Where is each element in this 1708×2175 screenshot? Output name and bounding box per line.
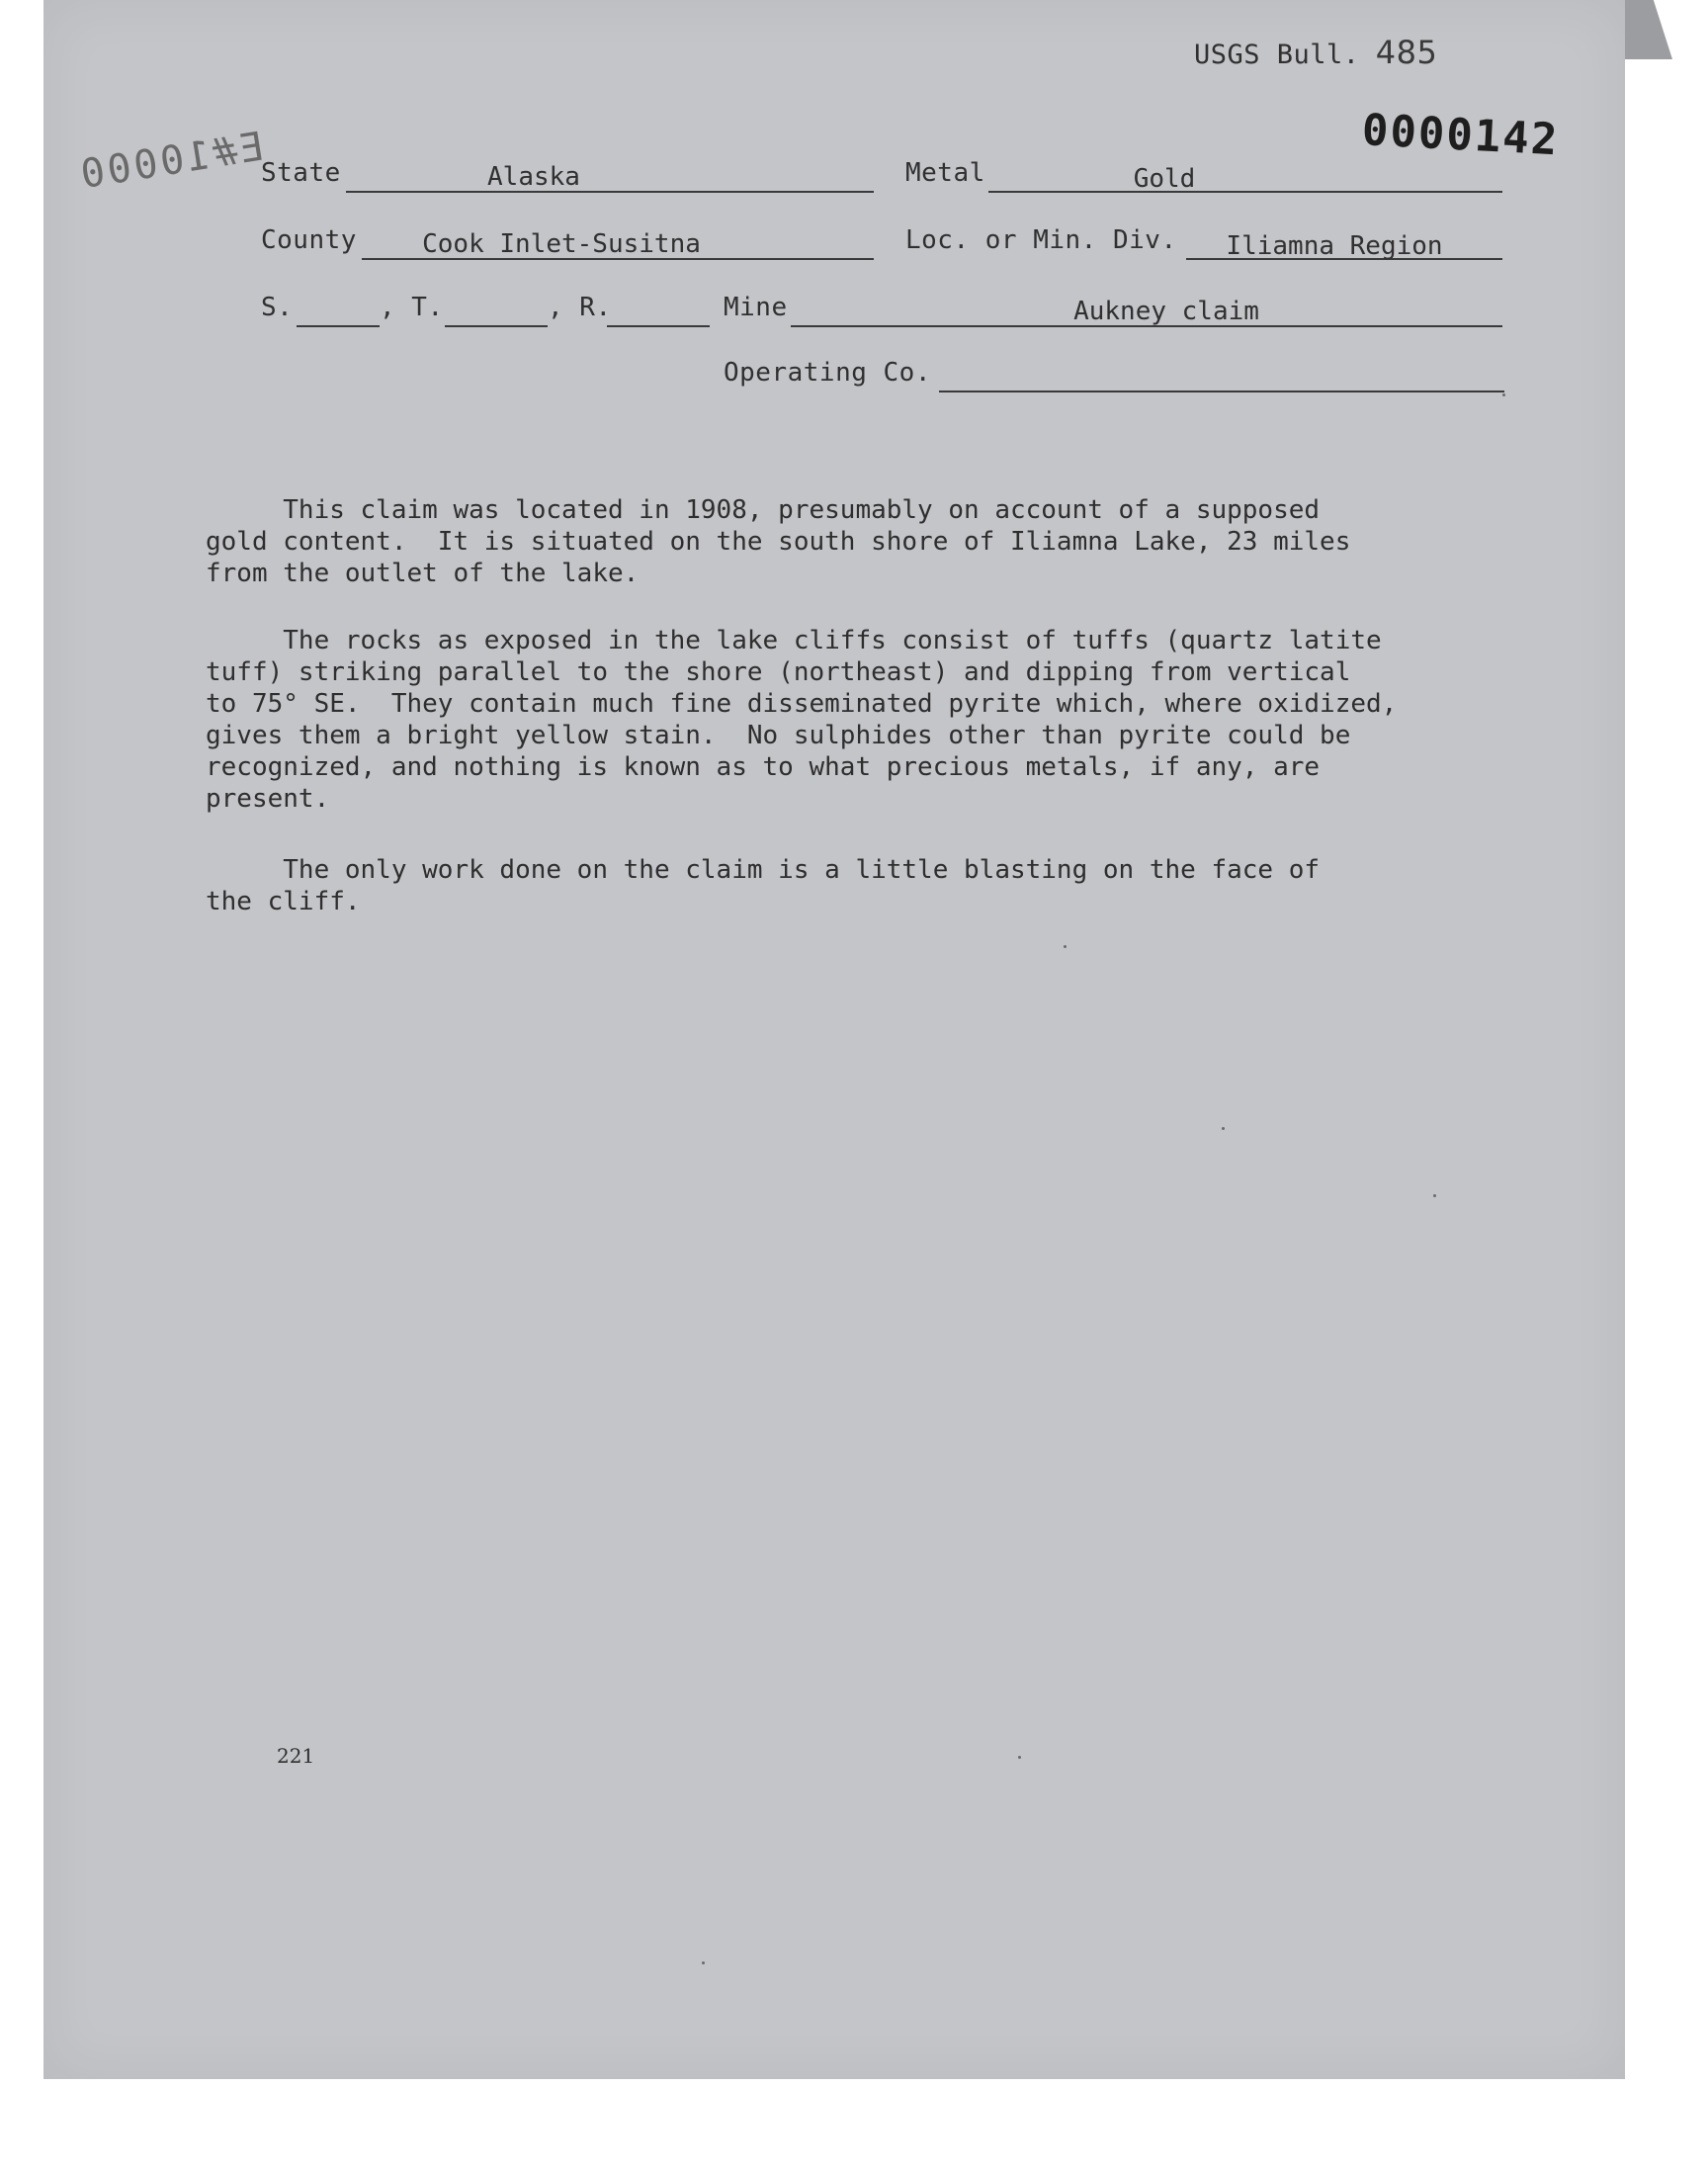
paper-speck bbox=[1018, 1756, 1021, 1759]
paper-speck bbox=[1502, 393, 1505, 396]
paragraph-1-line: gold content. It is situated on the south shore of Iliamna Lake, 23 miles bbox=[206, 527, 1351, 557]
paragraph-location bbox=[206, 494, 1491, 589]
metal-value: Gold bbox=[1133, 164, 1196, 194]
operating-company-underline bbox=[939, 391, 1504, 392]
state-label: State bbox=[261, 158, 341, 188]
paragraph-2-line: tuff) striking parallel to the shore (northeast) and dipping from vertical bbox=[206, 657, 1351, 687]
paragraph-work-done bbox=[206, 854, 1491, 917]
paragraph-2-line: present. bbox=[206, 784, 330, 814]
paper-speck bbox=[1222, 1127, 1225, 1130]
paragraph-3-line: The only work done on the claim is a little blasting on the face of bbox=[206, 855, 1321, 885]
bulletin-ref-text: USGS Bull. bbox=[1194, 40, 1360, 70]
range-label: , R. bbox=[548, 293, 612, 322]
location-value: Iliamna Region bbox=[1226, 231, 1443, 261]
paper-speck bbox=[1433, 1194, 1436, 1197]
folded-corner bbox=[1625, 0, 1672, 59]
paragraph-geology bbox=[206, 625, 1491, 815]
paragraph-2-line: gives them a bright yellow stain. No sulphides other than pyrite could be bbox=[206, 721, 1351, 750]
mine-label: Mine bbox=[724, 293, 788, 322]
paragraph-3-line: the cliff. bbox=[206, 887, 361, 916]
township-label: , T. bbox=[380, 293, 444, 322]
paragraph-1-line: from the outlet of the lake. bbox=[206, 559, 640, 588]
paragraph-1-line: This claim was located in 1908, presumably on account of a supposed bbox=[206, 495, 1321, 525]
township-underline bbox=[445, 325, 548, 327]
paper-speck bbox=[702, 1961, 705, 1964]
section-label: S. bbox=[261, 293, 294, 322]
section-underline bbox=[297, 325, 380, 327]
range-underline bbox=[607, 325, 710, 327]
bulletin-reference bbox=[1194, 34, 1437, 71]
paper-speck bbox=[1064, 945, 1067, 948]
mine-value: Aukney claim bbox=[1073, 297, 1259, 326]
location-label: Loc. or Min. Div. bbox=[905, 225, 1177, 255]
county-value: Cook Inlet-Susitna bbox=[422, 229, 701, 259]
paragraph-2-line: to 75° SE. They contain much fine disseminated pyrite which, where oxidized, bbox=[206, 689, 1398, 719]
metal-label: Metal bbox=[905, 158, 985, 188]
page-number: 221 bbox=[277, 1744, 315, 1768]
record-number-stamp: 0000142 bbox=[1360, 105, 1561, 166]
paragraph-2-line: recognized, and nothing is known as to what precious metals, if any, are bbox=[206, 752, 1321, 782]
paragraph-2-line: The rocks as exposed in the lake cliffs consist of tuffs (quartz latite bbox=[206, 626, 1382, 655]
county-label: County bbox=[261, 225, 357, 255]
state-value: Alaska bbox=[487, 162, 580, 192]
bulletin-number: 485 bbox=[1375, 34, 1438, 71]
operating-company-label: Operating Co. bbox=[724, 358, 931, 388]
file-number-stamp: E#10000 bbox=[74, 124, 268, 199]
